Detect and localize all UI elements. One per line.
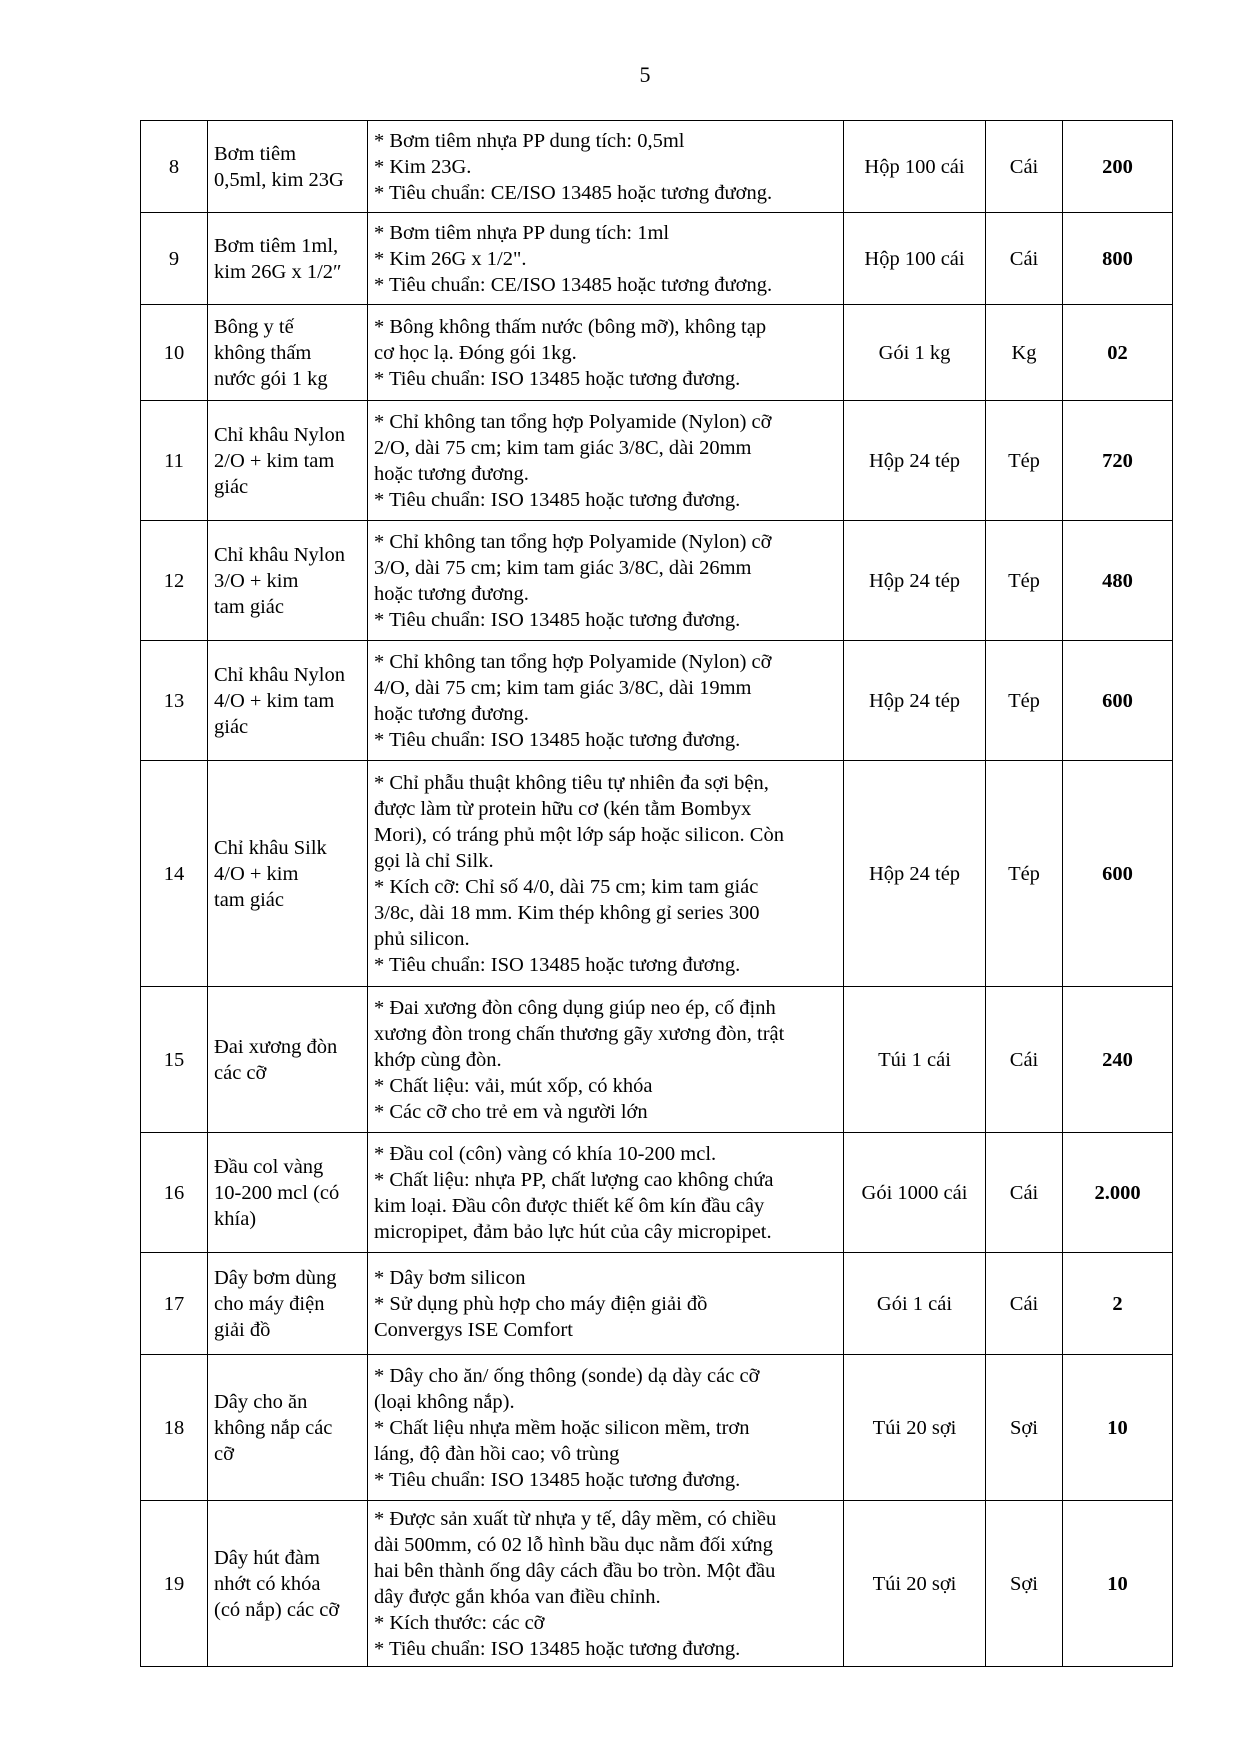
specification-line: * Tiêu chuẩn: ISO 13485 hoặc tương đương.	[374, 728, 741, 751]
specification-line: * Tiêu chuẩn: ISO 13485 hoặc tương đương.	[374, 367, 741, 390]
unit-cell: Sợi	[986, 1501, 1063, 1667]
specification-cell	[368, 1133, 844, 1253]
quantity-cell: 200	[1063, 121, 1173, 213]
specification-cell	[368, 521, 844, 641]
item-name-line: 2/O + kim tam	[214, 449, 335, 472]
item-name-line: không thấm	[214, 341, 312, 364]
specification-line: * Tiêu chuẩn: CE/ISO 13485 hoặc tương đương.	[374, 181, 773, 204]
specification-line: phủ silicon.	[374, 927, 470, 950]
row-number-cell: 15	[141, 987, 208, 1133]
item-name-line: Chỉ khâu Nylon	[214, 663, 345, 686]
item-name-line: giác	[214, 715, 249, 738]
specification-line: micropipet, đảm bảo lực hút của cây micropipet.	[374, 1220, 772, 1243]
item-name-line: Đai xương đòn	[214, 1035, 338, 1058]
unit-cell: Kg	[986, 305, 1063, 401]
specification-cell	[368, 1501, 844, 1667]
specification-line: cơ học lạ. Đóng gói 1kg.	[374, 341, 577, 364]
item-name-line: giải đồ	[214, 1318, 271, 1341]
row-number-cell: 10	[141, 305, 208, 401]
specification-line: * Dây cho ăn/ ống thông (sonde) dạ dày các cỡ	[374, 1364, 760, 1387]
item-name-cell	[208, 121, 368, 213]
item-name-line: giác	[214, 475, 249, 498]
item-name-line: nước gói 1 kg	[214, 367, 328, 390]
item-name-line: 0,5ml, kim 23G	[214, 168, 344, 191]
specification-cell	[368, 1355, 844, 1501]
table-row	[141, 521, 1173, 641]
item-name-cell	[208, 401, 368, 521]
specification-line: láng, độ đàn hồi cao; vô trùng	[374, 1442, 620, 1465]
quantity-cell: 10	[1063, 1355, 1173, 1501]
packaging-cell: Gói 1 kg	[844, 305, 986, 401]
packaging-cell: Túi 20 sợi	[844, 1355, 986, 1501]
unit-cell: Tép	[986, 401, 1063, 521]
specification-cell	[368, 987, 844, 1133]
item-name-line: Bông y tế	[214, 315, 294, 338]
specification-line: * Tiêu chuẩn: ISO 13485 hoặc tương đương.	[374, 1468, 741, 1491]
item-name-line: không nắp các	[214, 1416, 333, 1439]
row-number-cell: 17	[141, 1253, 208, 1355]
row-number-cell: 12	[141, 521, 208, 641]
specification-line: * Các cỡ cho trẻ em và người lớn	[374, 1100, 648, 1123]
item-name-line: 10-200 mcl (có	[214, 1181, 340, 1204]
item-name-line: Dây hút đàm	[214, 1546, 320, 1569]
quantity-cell: 720	[1063, 401, 1173, 521]
quantity-cell: 600	[1063, 761, 1173, 987]
specification-line: * Bơm tiêm nhựa PP dung tích: 1ml	[374, 221, 670, 244]
item-name-cell	[208, 213, 368, 305]
item-name-line: (có nắp) các cỡ	[214, 1598, 340, 1621]
specification-line: hai bên thành ống dây cách đầu bo tròn. Một đầu	[374, 1559, 776, 1582]
supply-table	[140, 120, 1173, 1667]
table-body	[141, 121, 1173, 1667]
specification-line: * Tiêu chuẩn: ISO 13485 hoặc tương đương.	[374, 488, 741, 511]
unit-cell: Cái	[986, 121, 1063, 213]
specification-line: * Bơm tiêm nhựa PP dung tích: 0,5ml	[374, 129, 685, 152]
table-row	[141, 305, 1173, 401]
unit-cell: Tép	[986, 761, 1063, 987]
quantity-cell: 2	[1063, 1253, 1173, 1355]
item-name-line: 4/O + kim	[214, 862, 299, 885]
specification-line: 4/O, dài 75 cm; kim tam giác 3/8C, dài 19mm	[374, 676, 752, 699]
row-number-cell: 8	[141, 121, 208, 213]
table-row	[141, 1501, 1173, 1667]
item-name-cell	[208, 641, 368, 761]
specification-line: * Tiêu chuẩn: ISO 13485 hoặc tương đương.	[374, 953, 741, 976]
item-name-line: tam giác	[214, 888, 285, 911]
specification-line: * Bông không thấm nước (bông mỡ), không tạp	[374, 315, 767, 338]
unit-cell: Cái	[986, 1253, 1063, 1355]
item-name-line: Bơm tiêm	[214, 142, 297, 165]
row-number-cell: 18	[141, 1355, 208, 1501]
packaging-cell: Túi 20 sợi	[844, 1501, 986, 1667]
specification-line: * Chỉ không tan tổng hợp Polyamide (Nylon) cỡ	[374, 530, 772, 553]
row-number-cell: 14	[141, 761, 208, 987]
packaging-cell: Hộp 100 cái	[844, 121, 986, 213]
specification-line: * Kích thước: các cỡ	[374, 1611, 545, 1634]
specification-cell	[368, 641, 844, 761]
specification-line: * Kích cỡ: Chỉ số 4/0, dài 75 cm; kim tam giác	[374, 875, 759, 898]
specification-line: * Đai xương đòn công dụng giúp neo ép, cố định	[374, 996, 776, 1019]
specification-line: xương đòn trong chấn thương gãy xương đòn, trật	[374, 1022, 785, 1045]
table-row	[141, 401, 1173, 521]
specification-cell	[368, 1253, 844, 1355]
specification-line: Convergys ISE Comfort	[374, 1318, 573, 1341]
quantity-cell: 800	[1063, 213, 1173, 305]
packaging-cell: Gói 1 cái	[844, 1253, 986, 1355]
row-number-cell: 13	[141, 641, 208, 761]
specification-line: * Kim 23G.	[374, 155, 472, 178]
item-name-line: cho máy điện	[214, 1292, 325, 1315]
specification-line: 3/O, dài 75 cm; kim tam giác 3/8C, dài 26mm	[374, 556, 752, 579]
specification-line: kim loại. Đầu côn được thiết kế ôm kín đầu cây	[374, 1194, 765, 1217]
specification-line: * Chỉ không tan tổng hợp Polyamide (Nylon) cỡ	[374, 410, 772, 433]
item-name-line: cỡ	[214, 1442, 234, 1465]
table-row	[141, 641, 1173, 761]
item-name-cell	[208, 305, 368, 401]
item-name-line: tam giác	[214, 595, 285, 618]
packaging-cell: Hộp 24 tép	[844, 401, 986, 521]
specification-line: khớp cùng đòn.	[374, 1048, 502, 1071]
item-name-cell	[208, 1355, 368, 1501]
item-name-line: 3/O + kim	[214, 569, 299, 592]
packaging-cell: Túi 1 cái	[844, 987, 986, 1133]
item-name-line: Đầu col vàng	[214, 1155, 324, 1178]
item-name-line: kim 26G x 1/2″	[214, 260, 342, 283]
specification-line: hoặc tương đương.	[374, 582, 529, 605]
row-number-cell: 11	[141, 401, 208, 521]
specification-line: hoặc tương đương.	[374, 462, 529, 485]
specification-cell	[368, 121, 844, 213]
table-row	[141, 1133, 1173, 1253]
specification-line: * Chất liệu: nhựa PP, chất lượng cao không chứa	[374, 1168, 774, 1191]
specification-line: * Chất liệu: vải, mút xốp, có khóa	[374, 1074, 653, 1097]
packaging-cell: Hộp 24 tép	[844, 641, 986, 761]
quantity-cell: 02	[1063, 305, 1173, 401]
specification-line: 2/O, dài 75 cm; kim tam giác 3/8C, dài 20mm	[374, 436, 752, 459]
unit-cell: Cái	[986, 1133, 1063, 1253]
unit-cell: Tép	[986, 521, 1063, 641]
table-row	[141, 987, 1173, 1133]
specification-line: * Dây bơm silicon	[374, 1266, 526, 1289]
packaging-cell: Gói 1000 cái	[844, 1133, 986, 1253]
item-name-line: Chỉ khâu Silk	[214, 836, 327, 859]
packaging-cell: Hộp 24 tép	[844, 521, 986, 641]
item-name-cell	[208, 1501, 368, 1667]
quantity-cell: 2.000	[1063, 1133, 1173, 1253]
item-name-line: khía)	[214, 1207, 257, 1230]
specification-line: * Tiêu chuẩn: ISO 13485 hoặc tương đương.	[374, 1637, 741, 1660]
table-row	[141, 1253, 1173, 1355]
specification-line: * Tiêu chuẩn: ISO 13485 hoặc tương đương.	[374, 608, 741, 631]
specification-line: được làm từ protein hữu cơ (kén tằm Bombyx	[374, 797, 752, 820]
specification-line: * Đầu col (côn) vàng có khía 10-200 mcl.	[374, 1142, 717, 1165]
item-name-cell	[208, 1133, 368, 1253]
page-number: 5	[639, 62, 651, 87]
specification-line: * Chất liệu nhựa mềm hoặc silicon mềm, trơn	[374, 1416, 750, 1439]
item-name-line: nhớt có khóa	[214, 1572, 321, 1595]
item-name-cell	[208, 521, 368, 641]
table-row	[141, 213, 1173, 305]
row-number-cell: 9	[141, 213, 208, 305]
item-name-cell	[208, 761, 368, 987]
specification-line: Mori), có tráng phủ một lớp sáp hoặc silicon. Còn	[374, 823, 784, 846]
specification-line: hoặc tương đương.	[374, 702, 529, 725]
packaging-cell: Hộp 24 tép	[844, 761, 986, 987]
unit-cell: Sợi	[986, 1355, 1063, 1501]
specification-line: gọi là chỉ Silk.	[374, 849, 494, 872]
specification-cell	[368, 401, 844, 521]
unit-cell: Cái	[986, 987, 1063, 1133]
table-row	[141, 1355, 1173, 1501]
item-name-line: 4/O + kim tam	[214, 689, 335, 712]
specification-line: (loại không nắp).	[374, 1390, 515, 1413]
specification-line: * Tiêu chuẩn: CE/ISO 13485 hoặc tương đương.	[374, 273, 773, 296]
item-name-line: Chỉ khâu Nylon	[214, 423, 345, 446]
specification-cell	[368, 213, 844, 305]
specification-line: 3/8c, dài 18 mm. Kim thép không gỉ series 300	[374, 901, 760, 924]
specification-line: * Kim 26G x 1/2".	[374, 247, 527, 270]
item-name-cell	[208, 987, 368, 1133]
quantity-cell: 10	[1063, 1501, 1173, 1667]
unit-cell: Cái	[986, 213, 1063, 305]
packaging-cell: Hộp 100 cái	[844, 213, 986, 305]
item-name-line: các cỡ	[214, 1061, 267, 1084]
specification-line: dây được gắn khóa van điều chỉnh.	[374, 1585, 661, 1608]
item-name-line: Dây cho ăn	[214, 1390, 308, 1413]
specification-cell	[368, 761, 844, 987]
item-name-cell	[208, 1253, 368, 1355]
specification-line: * Chỉ phẫu thuật không tiêu tự nhiên đa sợi bện,	[374, 771, 769, 794]
table-row	[141, 761, 1173, 987]
specification-line: * Chỉ không tan tổng hợp Polyamide (Nylon) cỡ	[374, 650, 772, 673]
quantity-cell: 480	[1063, 521, 1173, 641]
unit-cell: Tép	[986, 641, 1063, 761]
quantity-cell: 600	[1063, 641, 1173, 761]
row-number-cell: 19	[141, 1501, 208, 1667]
row-number-cell: 16	[141, 1133, 208, 1253]
table-row	[141, 121, 1173, 213]
specification-line: * Được sản xuất từ nhựa y tế, dây mềm, có chiều	[374, 1507, 777, 1530]
specification-line: * Sử dụng phù hợp cho máy điện giải đồ	[374, 1292, 708, 1315]
item-name-line: Dây bơm dùng	[214, 1266, 337, 1289]
quantity-cell: 240	[1063, 987, 1173, 1133]
item-name-line: Chỉ khâu Nylon	[214, 543, 345, 566]
specification-cell	[368, 305, 844, 401]
item-name-line: Bơm tiêm 1ml,	[214, 234, 339, 257]
specification-line: dài 500mm, có 02 lỗ hình bầu dục nằm đối xứng	[374, 1533, 773, 1556]
